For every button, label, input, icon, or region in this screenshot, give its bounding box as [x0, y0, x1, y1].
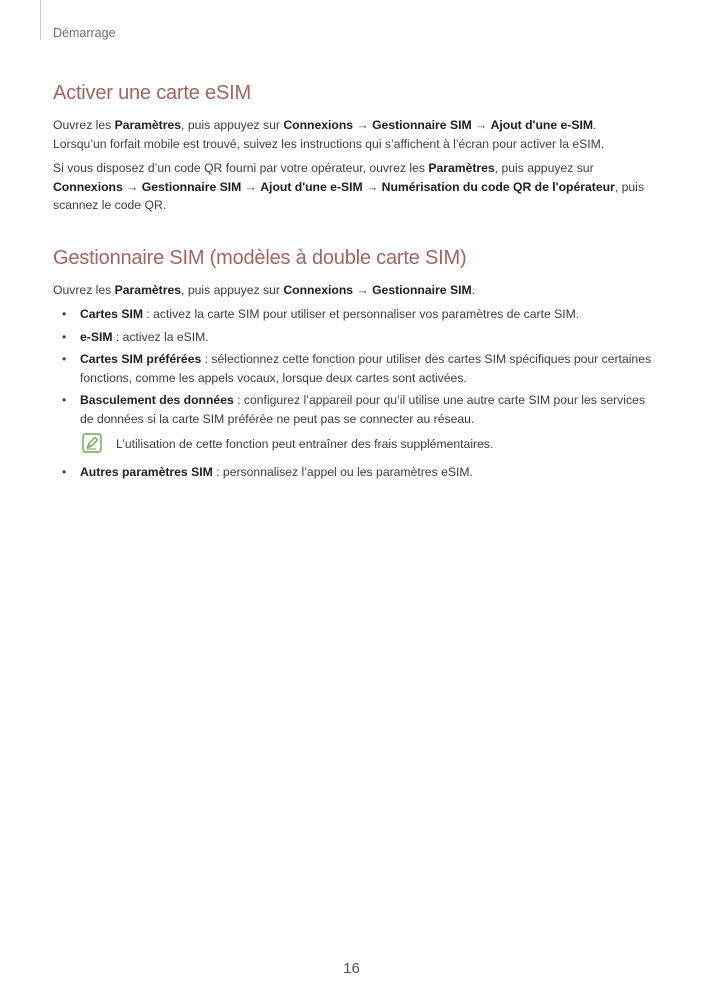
page-number: 16 — [343, 960, 360, 977]
menu-ref-gestionnaire-sim: Gestionnaire SIM — [372, 282, 472, 297]
menu-ref-connexions: Connexions — [283, 282, 354, 297]
page-header-section: Démarrage — [53, 26, 116, 40]
header-rule — [40, 0, 41, 40]
menu-ref-qr-scan: Numérisation du code QR de l'opérateur — [381, 179, 615, 194]
bullet-icon: • — [62, 307, 67, 321]
menu-ref-parametres: Paramètres — [428, 161, 495, 175]
list-item: • Cartes SIM préférées : sélectionnez cette fonction pour utiliser des cartes SIM spécifiques pour certaines fonctions, comme les appels vocaux, lorsque deux cartes sont activées. — [62, 352, 652, 385]
page-content — [53, 82, 653, 482]
section-title-sim-manager: Gestionnaire SIM (modèles à double carte SIM) — [53, 246, 467, 269]
menu-ref-ajout-esim: Ajout d'une e-SIM — [260, 179, 363, 194]
sim-options-list-continued — [53, 463, 653, 482]
bullet-icon: • — [62, 352, 67, 366]
list-item: • Cartes SIM : activez la carte SIM pour utiliser et personnaliser vos paramètres de carte SIM. — [53, 305, 653, 324]
list-item: • Autres paramètres SIM : personnalisez l’appel ou les paramètres eSIM. — [53, 463, 653, 482]
menu-ref-gestionnaire-sim: Gestionnaire SIM — [372, 118, 472, 132]
menu-ref-connexions: Connexions — [283, 118, 354, 132]
menu-ref-connexions: Connexions — [53, 179, 123, 194]
sim-options-list — [53, 305, 653, 428]
paragraph-sim-manager-intro: Ouvrez les Paramètres, puis appuyez sur Connexions → Gestionnaire SIM. — [53, 282, 476, 297]
bullet-icon: • — [62, 393, 67, 407]
note-text: L’utilisation de cette fonction peut entraîner des frais supplémentaires. — [116, 437, 494, 451]
bullet-icon: • — [62, 465, 67, 479]
menu-ref-parametres: Paramètres — [114, 118, 182, 132]
note-box — [53, 435, 653, 457]
menu-ref-ajout-esim: Ajout d'une e-SIM — [490, 118, 594, 132]
list-item: • e-SIM : activez la eSIM. — [53, 328, 653, 347]
menu-ref-parametres: Paramètres — [114, 282, 182, 297]
paragraph-activate-esim: Ouvrez les Paramètres, puis appuyez sur Connexions → Gestionnaire SIM → Ajout d'une e-SIM. Lorsqu’un forfait mobile est trouvé, suivez les instructions qui s’affichent à l’écran pour activer la eSIM. — [53, 118, 605, 151]
paragraph-qr-code: Si vous disposez d’un code QR fourni par votre opérateur, ouvrez les Paramètres, puis appuyez sur Connexions → Gestionnaire SIM → Ajout d'une e-SIM → Numérisation du code QR de l'opérateur, puis scannez le code QR. — [53, 161, 644, 212]
list-item: • Basculement des données : configurez l’appareil pour qu’il utilise une autre carte SIM pour les services de données si la carte SIM préférée ne peut pas se connecter au réseau. — [62, 393, 645, 426]
note-pencil-icon — [82, 433, 102, 453]
section-title-activate-esim: Activer une carte eSIM — [53, 82, 251, 104]
menu-ref-gestionnaire-sim: Gestionnaire SIM — [141, 179, 242, 194]
bullet-icon: • — [62, 329, 67, 344]
